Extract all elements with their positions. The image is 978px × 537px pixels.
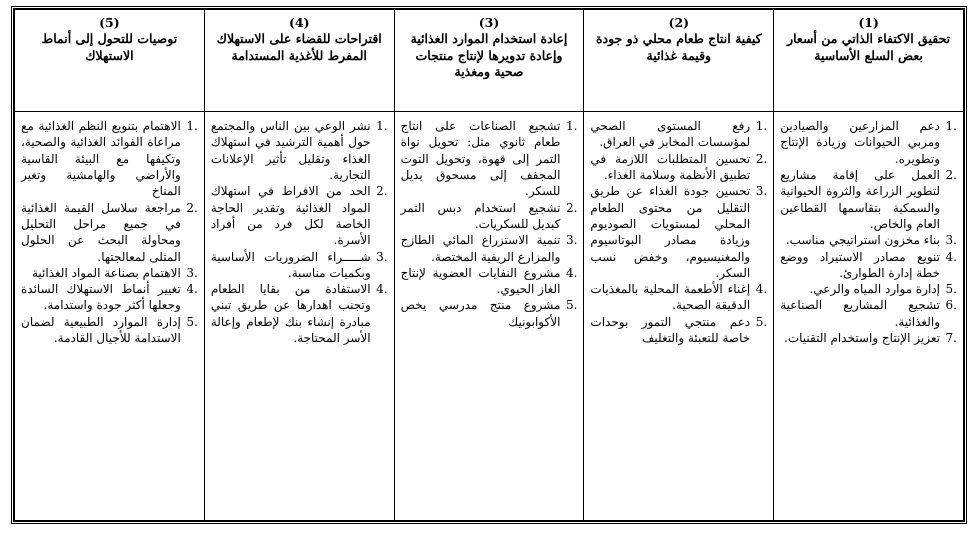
item-list [211,118,388,346]
column-header-2 [584,10,774,112]
list-item: 5. إدارة موارد المياه والرعي. [809,282,957,297]
list-item: 1. رفع المستوى الصحي لمؤسسات المخابز في العراق. [590,119,768,150]
column-number: (5) [99,15,120,30]
document-page [11,6,967,524]
list-item: 3. تنمية الاستزراع المائي الطازج والمزارع الريفية المختصة. [400,233,578,264]
list-item: 2. الحد من الافراط في استهلاك المواد الغذائية وتقدير الحاجة الخاصة لكل فرد من أفراد الأسرة. [210,184,388,248]
list-item: 4. تغيير أنماط الاستهلاك السائدة وجعلها أكثر جودة واستدامة. [21,282,198,313]
column-title: اقتراحات للقضاء على الاستهلاك المفرط للأغذية المستدامة [216,31,382,63]
list-item: 4. تنويع مصادر الاستيراد ووضع خطة إدارة الطوارئ. [780,249,957,280]
item-list [401,118,578,330]
list-item: 2. العمل على إقامة مشاريع لتطوير الزراعة والثروة الحيوانية والسمكية بتقاسمها القطاعين العام والخاص. [780,167,957,231]
column-cell-3 [394,112,584,521]
list-item: 3. الاهتمام بصناعة المواد الغذائية [31,265,198,280]
list-item: 3. تحسين جودة الغذاء عن طريق التقليل من محتوى الطعام المحلي لمستويات الصوديوم وزيادة مصادر البوتاسيوم والمغنيسيوم، وخفض نسب السكر. [590,184,768,280]
recommendations-table [14,9,964,521]
column-cell-1 [774,112,964,521]
list-item: 3. شـــــراء الضروريات الأساسية وبكميات مناسبة. [210,249,388,280]
column-title: كيفية انتاج طعام محلي ذو جودة وقيمة غذائية [595,31,762,63]
list-item: 6. تشجيع المشاريع الصناعية والغذائية. [780,298,957,329]
list-item: 5. دعم منتجي التمور بوحدات خاصة للتعبئة والتغليف [590,314,768,346]
content-row [15,112,964,521]
column-cell-4 [204,112,394,521]
column-header-5 [15,10,205,112]
column-title: توصيات للتحول إلى أنماط الاستهلاك [41,31,178,63]
item-list [21,118,198,346]
column-number: (1) [858,15,879,30]
list-item: 2. تشجيع استخدام دبس التمر كبديل للسكريات. [400,200,578,231]
list-item: 1. تشجيع الصناعات على انتاج طعام ثانوي مثل: تحويل نواة التمر إلى قهوة، وتحويل التوت المجفف إلى مسحوق بديل للسكر. [400,119,578,199]
list-item: 1. دعم المزارعين والصيادين ومربي الحيوانات وزيادة الإنتاج وتطويره. [780,119,957,166]
list-item: 2. مراجعة سلاسل القيمة الغذائية في جميع مراحل التحليل ومحاولة البحث عن الحلول المثلى لمعالجتها. [21,200,198,264]
column-number: (4) [288,15,310,30]
list-item: 1. الاهتمام بتنويع النظم الغذائية مع مراعاة الفوائد الغذائية والصحية، وتكيفها مع البيئة القاسية والأراضي والهامشية وتغير المناخ [21,119,198,199]
column-title: إعادة استخدام الموارد الغذائية وإعادة تدويرها لإنتاج منتجات صحية ومغذية [410,31,568,79]
list-item: 7. تعزيز الإنتاج واستخدام التقنيات. [784,331,957,346]
list-item: 4. الاستفادة من بقايا الطعام وتجنب اهدارها عن طريق تبني مبادرة إنشاء بنك لإطعام وإعالة الأسر المحتاجة. [210,282,388,346]
list-item: 5. مشروع منتج مدرسي يخص الأكوابونيك [400,298,578,329]
list-item: 2. تحسين المتطلبات اللازمة في تطبيق الأنظمة وسلامة الغذاء. [590,151,768,182]
column-header-3 [394,10,584,112]
column-cell-2 [584,112,774,521]
list-item: 1. نشر الوعي بين الناس والمجتمع حول أهمية الترشيد في استهلاك الغذاء وتقليل تأثير الإعلانات التجارية. [210,119,388,182]
column-header-1 [774,10,964,112]
list-item: 5. إدارة الموارد الطبيعية لضمان الاستدامة للأجيال القادمة. [21,314,198,346]
column-number: (2) [668,15,690,30]
item-list [590,118,767,346]
column-cell-5 [15,112,205,521]
list-item: 3. بناء مخزون استراتيجي مناسب. [785,233,957,248]
column-number: (3) [478,15,500,30]
header-row [15,10,964,112]
item-list [780,118,957,346]
column-header-4 [204,10,394,112]
column-title: تحقيق الاكتفاء الذاتي من أسعار بعض السلع الأساسية [787,31,951,63]
list-item: 4. إغناء الأطعمة المحلية بالمغذيات الدقيقة الصحية. [590,282,768,313]
list-item: 4. مشروع النفايات العضوية لإنتاج الغاز الحيوي. [400,265,578,297]
